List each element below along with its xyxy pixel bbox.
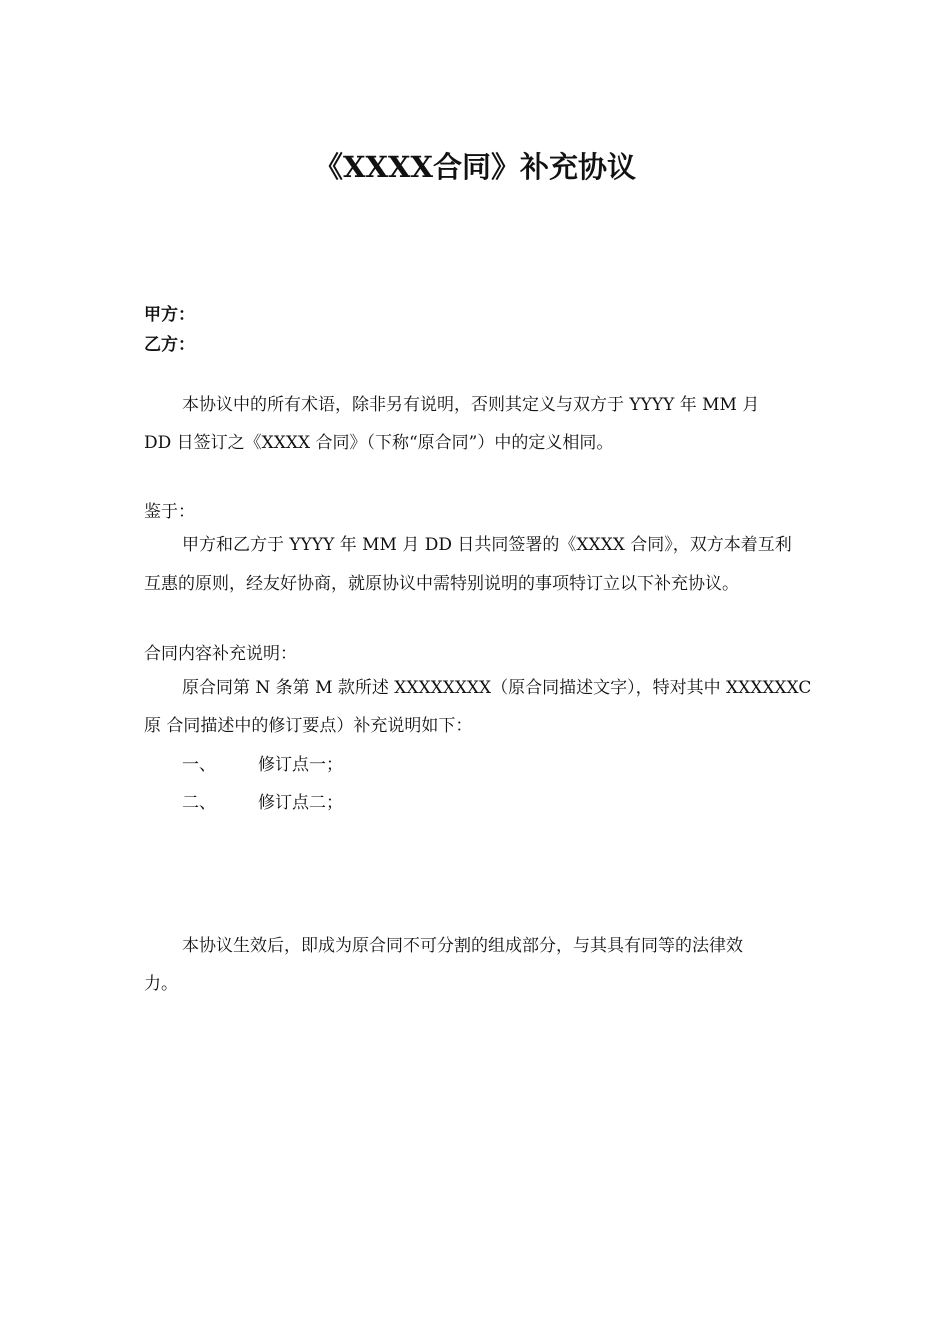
effect-line-2: 力。	[144, 974, 178, 994]
revision-item-number: 一、	[182, 755, 216, 775]
supplement-line-1: 原合同第 N 条第 M 款所述 XXXXXXXX（原合同描述文字），特对其中 XXXXXXC	[182, 678, 812, 698]
party-b-label: 乙方：	[144, 335, 195, 355]
revision-item-number: 二、	[182, 793, 216, 813]
supplement-line-2: 原 合同描述中的修订要点）补充说明如下：	[144, 716, 473, 736]
supplement-heading: 合同内容补充说明：	[144, 644, 297, 664]
document-title: 《XXXX合同》补充协议	[313, 150, 636, 184]
revision-item-text: 修订点二；	[258, 793, 343, 813]
revision-item-text: 修订点一；	[258, 755, 343, 775]
whereas-line-1: 甲方和乙方于 YYYY 年 MM 月 DD 日共同签署的《XXXX 合同》，双方本着互利	[182, 535, 792, 555]
definitions-line-1: 本协议中的所有术语，除非另有说明，否则其定义与双方于 YYYY 年 MM 月	[182, 395, 760, 415]
party-a-label: 甲方：	[144, 305, 195, 325]
effect-line-1: 本协议生效后，即成为原合同不可分割的组成部分，与其具有同等的法律效	[182, 936, 743, 956]
whereas-heading: 鉴于：	[144, 502, 195, 522]
definitions-line-2: DD 日签订之《XXXX 合同》（下称“原合同”）中的定义相同。	[144, 433, 614, 453]
whereas-line-2: 互惠的原则，经友好协商，就原协议中需特别说明的事项特订立以下补充协议。	[144, 574, 739, 594]
